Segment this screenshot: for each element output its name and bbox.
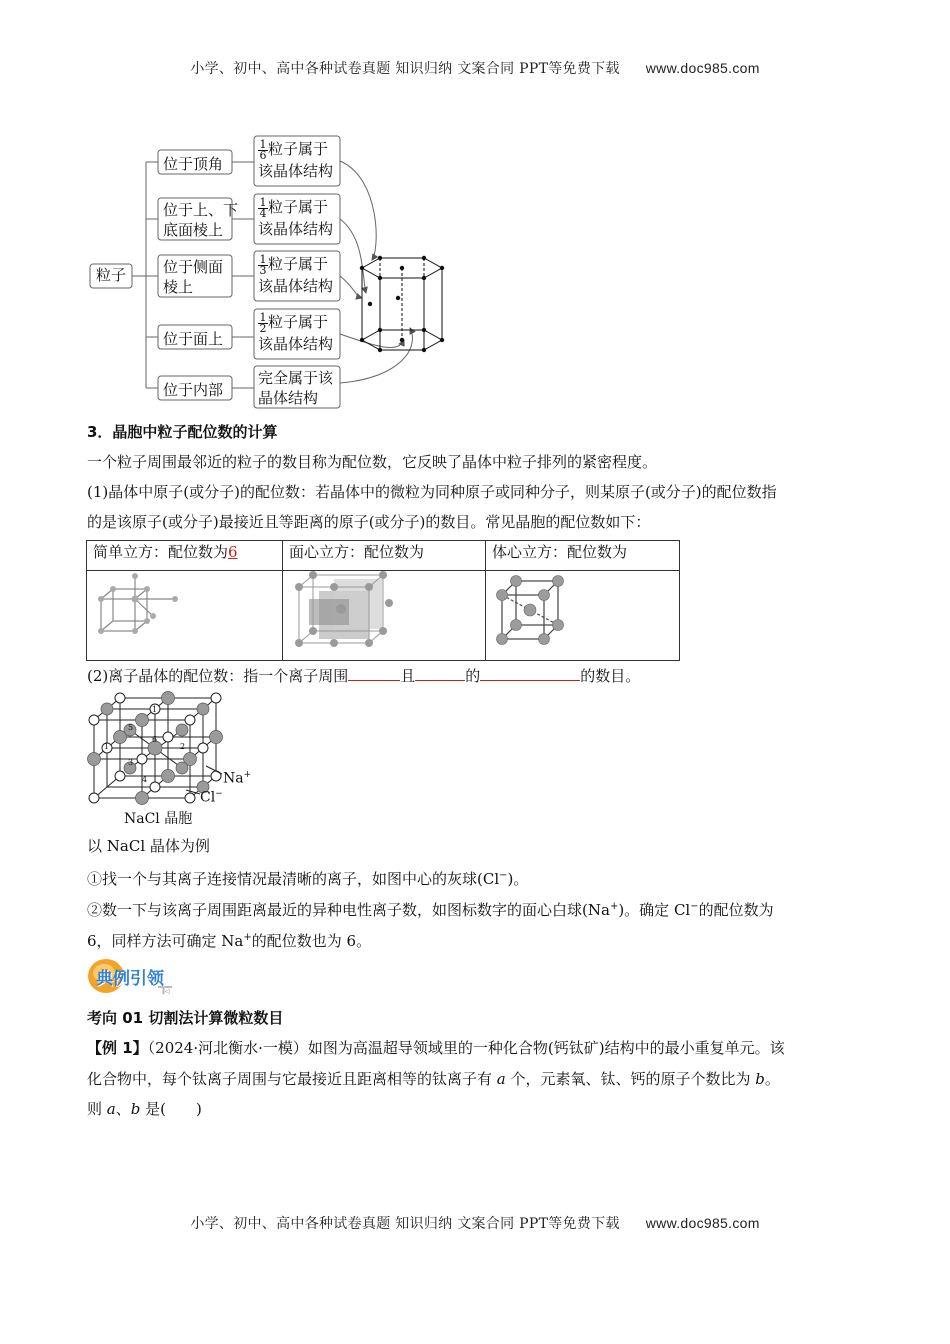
nacl-num-3 — [128, 758, 133, 767]
nacl-num-2 — [180, 742, 185, 751]
example-line2-sup: − — [499, 870, 508, 881]
svg-text:‖◁: ‖◁ — [162, 988, 170, 995]
badge-text: 典例引领 — [96, 969, 164, 989]
example-line3-c: 的配位数为 — [698, 901, 774, 919]
fcc-diagram — [289, 571, 399, 651]
fraction-1-num: 1 — [259, 137, 267, 151]
ex1-l2a: 化合物中，每个钛离子周围与它最接近且距离相等的钛离子有 — [87, 1070, 497, 1088]
fraction-4-text2: 该晶体结构 — [258, 334, 334, 353]
simple-cubic-diagram — [93, 571, 193, 651]
nacl-num-6 — [152, 735, 157, 744]
nacl-num-2-text: 2 — [180, 742, 186, 751]
ionic-pre: (2)离子晶体的配位数：指一个离子周围 — [87, 667, 349, 685]
nacl-num-1b-text: 1 — [104, 742, 110, 751]
fraction-4-num: 1 — [259, 310, 267, 324]
table-col-fcc: 面心立方：配位数为 — [283, 541, 486, 571]
fraction-1-text2: 该晶体结构 — [258, 161, 334, 180]
fraction-3-num: 1 — [259, 252, 267, 266]
fcc-cell — [283, 571, 486, 661]
nacl-caption: NaCl 晶胞 — [124, 811, 193, 827]
example-line4-b: 的配位数也为 6。 — [251, 932, 372, 950]
na-label-text: Na — [223, 770, 244, 787]
fraction-3-text1: 粒子属于 — [268, 255, 329, 273]
position-face: 位于面上 — [163, 330, 224, 348]
cl-label-text: Cl — [200, 789, 216, 806]
ionic-coordination-text — [87, 664, 872, 686]
nacl-num-1-text: 1 — [152, 705, 158, 714]
ionic-blank-1[interactable] — [348, 664, 400, 681]
fraction-2-num: 1 — [259, 195, 267, 209]
cl-label — [200, 789, 223, 806]
fraction-4-text1: 粒子属于 — [268, 313, 329, 331]
section3-p2a: (1)晶体中原子(或分子)的配位数：若晶体中的微粒为同种原子或同种分子，则某原子(或分子)的配位数指 — [87, 483, 777, 501]
whole-text1: 完全属于该 — [258, 369, 334, 387]
fraction-1-den: 6 — [259, 148, 267, 162]
ex1-var-a: a — [496, 1070, 506, 1088]
example-line3-a: ②数一下与该离子周围距离最近的异种电性离子数，如图标数字的面心白球(Na — [87, 901, 610, 919]
nacl-num-1 — [152, 705, 157, 714]
position-vertex: 位于顶角 — [163, 155, 224, 173]
header-url[interactable]: www.doc985.com — [645, 60, 760, 76]
ex1-l3post: 是( ) — [140, 1100, 202, 1118]
whole-box — [258, 368, 333, 408]
ex1-l1: （2024·河北衡水·一模）如图为高温超导领域里的一种化合物(钙钛矿)结构中的最小重复单元。该 — [147, 1039, 785, 1057]
table-col-simple-answer: 6 — [228, 543, 238, 561]
nacl-cell-diagram — [86, 690, 266, 810]
nacl-num-5-text: 5 — [128, 723, 134, 732]
fraction-3-text2: 该晶体结构 — [258, 276, 334, 295]
example-line3 — [87, 897, 872, 920]
nacl-num-3-text: 3 — [128, 758, 134, 767]
ex1-l2b: 个，元素氧、钛、钙的原子个数比为 — [505, 1070, 756, 1088]
ex1-l2c: 。 — [764, 1070, 780, 1088]
position-edge-horizontal-line2: 底面棱上 — [163, 221, 224, 239]
example-line3-sup2: − — [690, 901, 699, 912]
fraction-2-den: 4 — [259, 206, 267, 220]
ex1-tag: 【例 1】 — [87, 1039, 148, 1057]
bcc-cell — [486, 571, 680, 661]
simple-cubic-cell — [87, 571, 283, 661]
section3-title: 3．晶胞中粒子配位数的计算 — [87, 423, 278, 441]
fraction-box-1 — [258, 139, 333, 182]
position-edge-horizontal-line1: 位于上、下 — [163, 201, 239, 219]
ionic-blank-2[interactable] — [415, 664, 465, 681]
bcc-diagram — [492, 571, 572, 651]
ionic-blank-3[interactable] — [480, 664, 580, 681]
ionic-mid2: 的 — [465, 667, 481, 685]
fraction-1-text1: 粒子属于 — [268, 140, 329, 158]
example-line3-sup: + — [609, 901, 619, 912]
fraction-3-den: 3 — [259, 263, 267, 277]
section3-p2b: 的是该原子(或分子)最接近且等距离的原子(或分子)的数目。常见晶胞的配位数如下： — [87, 513, 651, 531]
page-header — [0, 58, 950, 78]
fraction-box-2 — [258, 197, 333, 240]
ionic-post: 的数目。 — [580, 667, 641, 685]
position-edge-horizontal — [163, 200, 238, 240]
cl-label-sup: − — [215, 789, 223, 799]
example-line2 — [87, 866, 872, 889]
position-edge-side-line1: 位于侧面 — [163, 258, 224, 276]
ionic-mid1: 且 — [400, 667, 416, 685]
ex1-l3a: a — [106, 1100, 116, 1118]
table-col-simple-label: 简单立方：配位数为 — [93, 543, 229, 561]
example-line4 — [87, 928, 872, 951]
fraction-4-den: 2 — [259, 321, 267, 335]
fraction-box-4 — [258, 312, 333, 355]
footer-text: 小学、初中、高中各种试卷真题 知识归纳 文案合同 PPT等免费下载 — [190, 1216, 620, 1232]
position-edge-side — [163, 257, 223, 297]
table-col-bcc: 体心立方：配位数为 — [486, 541, 680, 571]
header-text: 小学、初中、高中各种试卷真题 知识归纳 文案合同 PPT等免费下载 — [190, 61, 620, 77]
na-label-sup: + — [243, 770, 252, 780]
nacl-num-4 — [142, 775, 147, 784]
example-badge — [86, 957, 180, 995]
example-line4-a: 6，同样方法可确定 Na — [87, 932, 244, 950]
example-line4-sup: + — [243, 932, 252, 943]
ex1-line2 — [87, 1069, 872, 1089]
nacl-num-6-text: 6 — [152, 735, 158, 744]
position-interior: 位于内部 — [163, 381, 224, 399]
ex1-line3 — [87, 1099, 872, 1119]
page-footer — [0, 1213, 950, 1233]
coordination-table — [86, 540, 680, 661]
example-line3-b: )。确定 Cl — [618, 901, 691, 919]
fraction-2-text1: 粒子属于 — [268, 198, 329, 216]
footer-url[interactable]: www.doc985.com — [645, 1215, 760, 1231]
ex1-l3b: b — [130, 1100, 141, 1118]
example-line2-b: )。 — [507, 870, 529, 888]
fraction-2-text2: 该晶体结构 — [258, 219, 334, 238]
position-edge-side-line2: 棱上 — [163, 278, 194, 296]
fraction-box-3 — [258, 254, 333, 297]
ex1-line1 — [87, 1038, 872, 1058]
ex1-var-b: b — [755, 1070, 765, 1088]
table-col-simple — [87, 541, 283, 571]
ex1-l3pre: 则 — [87, 1100, 107, 1118]
diagram-root: 粒子 — [95, 266, 126, 284]
nacl-num-4-text: 4 — [142, 775, 148, 784]
example-line2-a: ①找一个与其离子连接情况最清晰的离子，如图中心的灰球(Cl — [87, 870, 500, 888]
na-label — [223, 770, 251, 787]
topic-title: 考向 01 切割法计算微粒数目 — [87, 1009, 284, 1027]
whole-text2: 晶体结构 — [258, 389, 319, 407]
ex1-l3mid: 、 — [115, 1100, 131, 1118]
example-line1: 以 NaCl 晶体为例 — [87, 837, 210, 855]
section3-p1: 一个粒子周围最邻近的粒子的数目称为配位数，它反映了晶体中粒子排列的紧密程度。 — [87, 453, 658, 471]
nacl-num-1b — [104, 742, 109, 751]
nacl-num-5 — [128, 723, 133, 732]
